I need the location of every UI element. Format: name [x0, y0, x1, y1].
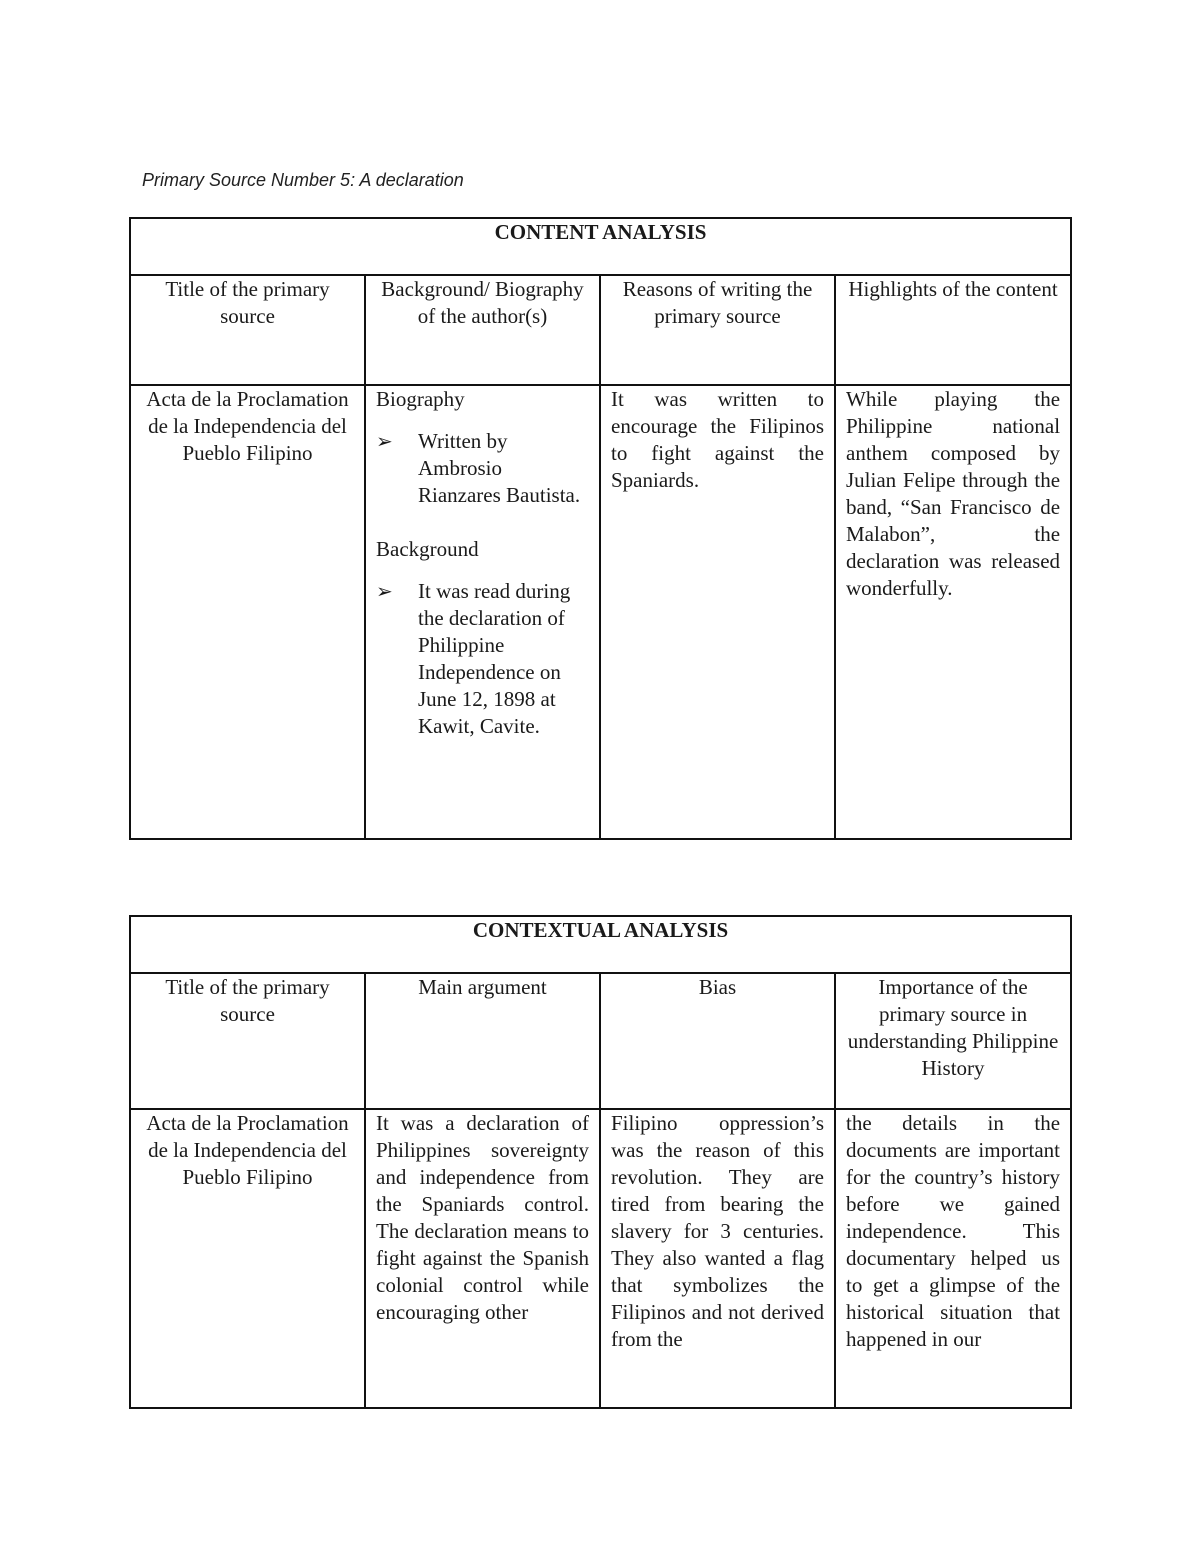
bias-cell: [600, 1109, 835, 1408]
background-label: Background: [376, 537, 479, 561]
main-argument-text: It was a declaration of Philippines sovereignty and independence from the Spaniards control. The declaration means to fight against the Spanish colonial control while encouraging other: [376, 1111, 589, 1324]
header-main-argument: Main argument: [365, 973, 600, 1109]
page-heading: Primary Source Number 5: A declaration: [142, 170, 464, 190]
header-reasons-of-writing: Reasons of writing the primary source: [600, 275, 835, 385]
bias-text: Filipino oppression’s was the reason of this revolution. They are tired from bearing the slavery for 3 centuries. They also wanted a flag that symbolizes the Filipinos and not derived from the: [611, 1111, 824, 1351]
arrowhead-bullet-icon: ➢: [376, 429, 393, 453]
header-title-of-source: Title of the primary source: [130, 275, 365, 385]
main-argument-cell: [365, 1109, 600, 1408]
source-title-cell: Acta de la Proclamation de la Independencia del Pueblo Filipino: [130, 1109, 365, 1408]
source-title-cell: Acta de la Proclamation de la Independencia del Pueblo Filipino: [130, 385, 365, 839]
reasons-cell: It was written to encourage the Filipinos to fight against the Spaniards.: [600, 385, 835, 839]
highlights-cell: While playing the Philippine national anthem composed by Julian Felipe through the band, “San Francisco de Malabon”, the declaration was released wonderfully.: [835, 385, 1071, 839]
header-importance: Importance of the primary source in understanding Philippine History: [835, 973, 1071, 1109]
biography-bullet-text: Written by Ambrosio Rianzares Bautista.: [418, 429, 581, 507]
background-biography-cell: [365, 385, 600, 839]
header-bias: Bias: [600, 973, 835, 1109]
biography-label: Biography: [376, 387, 465, 411]
contextual-analysis-table: [129, 915, 1072, 1409]
background-bullet-text: It was read during the declaration of Philippine Independence on June 12, 1898 at Kawit, Cavite.: [418, 579, 571, 738]
arrowhead-bullet-icon: ➢: [376, 579, 393, 603]
header-highlights: Highlights of the content: [835, 275, 1071, 385]
content-analysis-title: CONTENT ANALYSIS: [130, 218, 1071, 275]
content-analysis-table: [129, 217, 1072, 840]
header-title-of-source: Title of the primary source: [130, 973, 365, 1109]
header-background-biography: Background/ Biography of the author(s): [365, 275, 600, 385]
importance-cell: [835, 1109, 1071, 1408]
importance-text: the details in the documents are important for the country’s history before we gained independence. This documentary helped us to get a glimpse of the historical situation that happened in our: [846, 1111, 1061, 1351]
contextual-analysis-title: CONTEXTUAL ANALYSIS: [130, 916, 1071, 973]
biography-bullet: [376, 428, 589, 509]
background-bullet: [376, 578, 589, 740]
